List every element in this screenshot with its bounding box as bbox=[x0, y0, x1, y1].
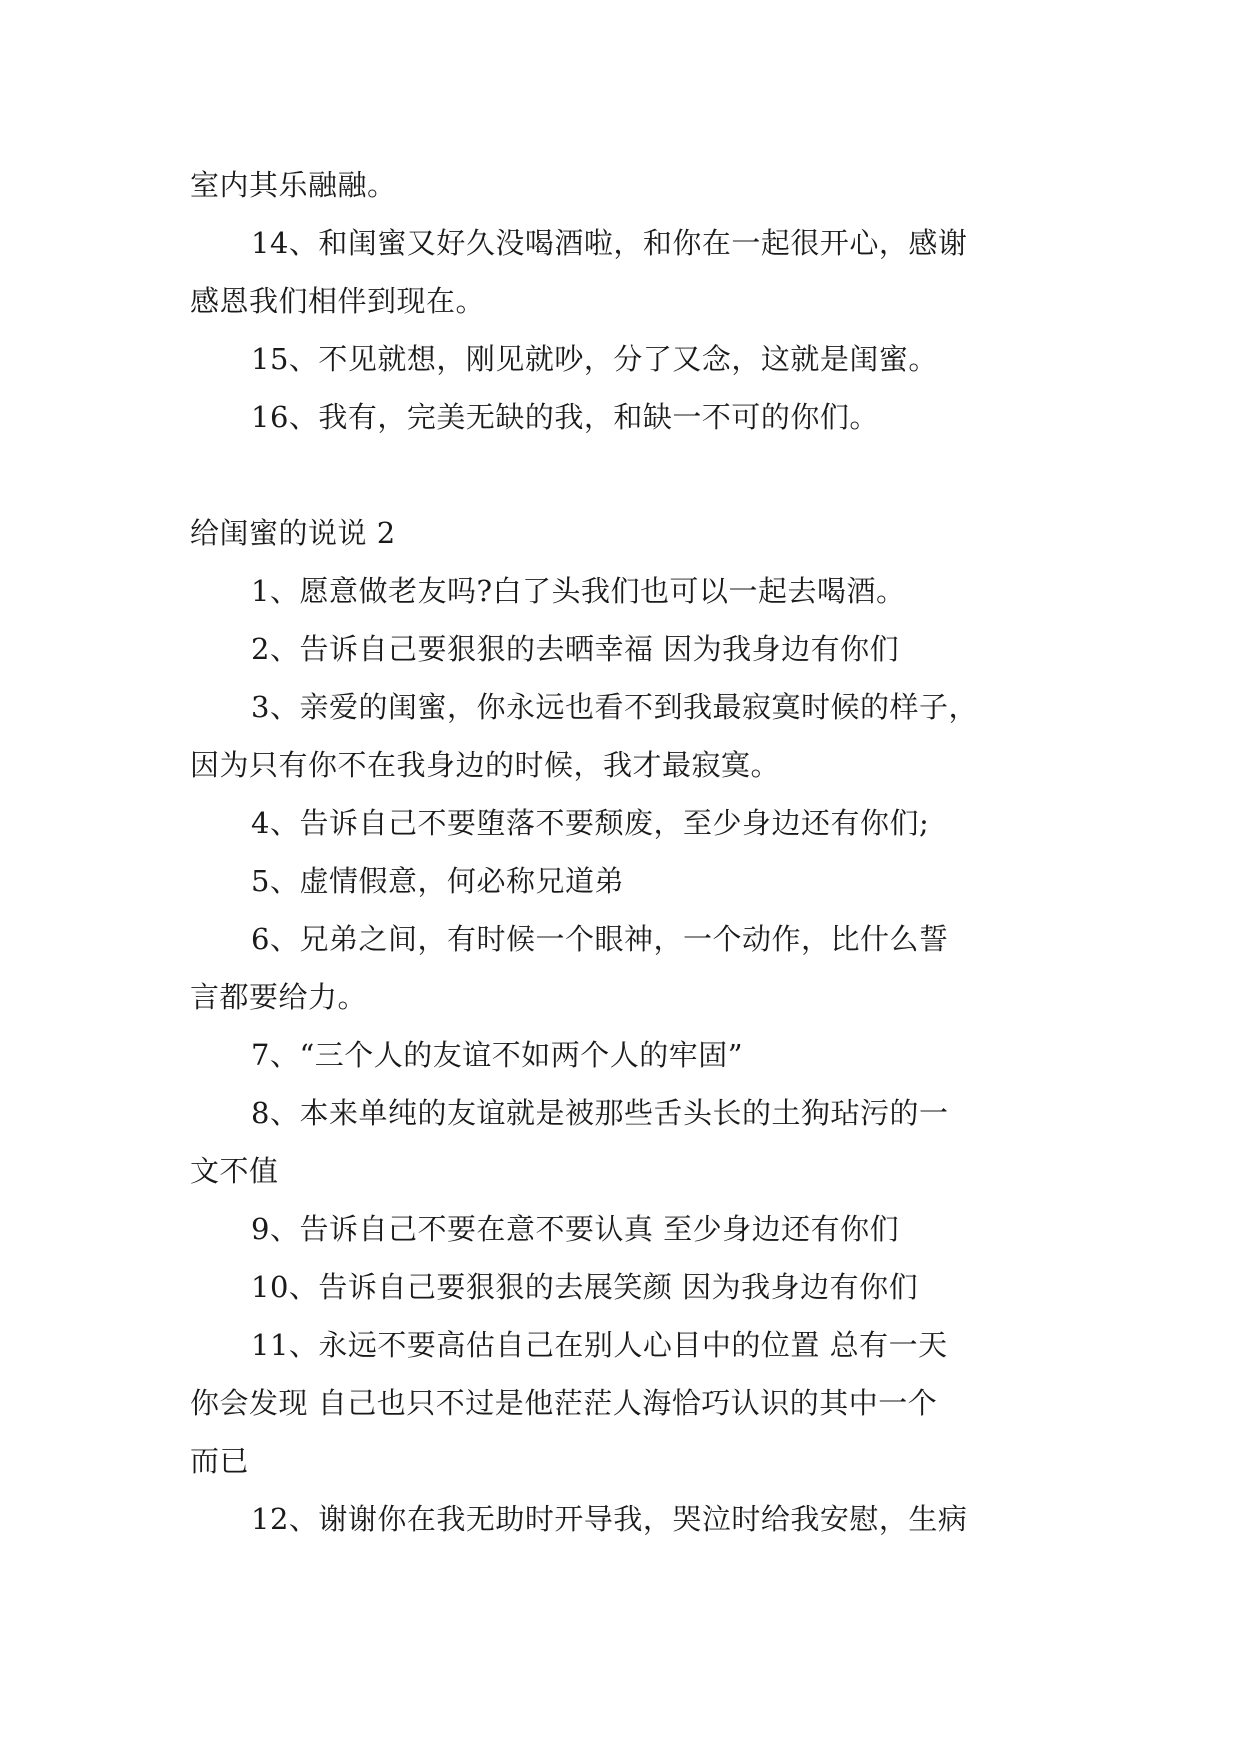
body-line: 9、告诉自己不要在意不要认真 至少身边还有你们 bbox=[251, 1212, 900, 1246]
body-line: 10、告诉自己要狠狠的去展笑颜 因为我身边有你们 bbox=[251, 1270, 919, 1304]
body-line: 7、“三个人的友谊不如两个人的牢固” bbox=[251, 1038, 744, 1072]
body-line: 感恩我们相伴到现在。 bbox=[190, 284, 486, 318]
body-line: 3、亲爱的闺蜜，你永远也看不到我最寂寞时候的样子， bbox=[251, 690, 978, 724]
body-line: 4、告诉自己不要堕落不要颓废，至少身边还有你们; bbox=[251, 806, 930, 840]
body-line: 室内其乐融融。 bbox=[190, 168, 397, 202]
body-line: 11、永远不要高估自己在别人心目中的位置 总有一天 bbox=[251, 1328, 948, 1362]
body-line: 言都要给力。 bbox=[190, 980, 368, 1014]
body-line: 14、和闺蜜又好久没喝酒啦，和你在一起很开心，感谢 bbox=[251, 226, 968, 260]
document-body bbox=[190, 156, 1052, 1548]
body-line: 5、虚情假意，何必称兄道弟 bbox=[251, 864, 624, 898]
body-line: 6、兄弟之间，有时候一个眼神，一个动作，比什么誓 bbox=[251, 922, 949, 956]
body-line: 15、不见就想，刚见就吵，分了又念，这就是闺蜜。 bbox=[251, 342, 938, 376]
body-line: 1、愿意做老友吗?白了头我们也可以一起去喝酒。 bbox=[251, 574, 906, 608]
body-line: 文不值 bbox=[190, 1154, 279, 1188]
body-line: 8、本来单纯的友谊就是被那些舌头长的土狗玷污的一 bbox=[251, 1096, 949, 1130]
body-line: 16、我有，完美无缺的我，和缺一不可的你们。 bbox=[251, 400, 879, 434]
body-line: 而已 bbox=[190, 1444, 250, 1478]
body-line: 2、告诉自己要狠狠的去晒幸福 因为我身边有你们 bbox=[251, 632, 900, 666]
body-line: 12、谢谢你在我无助时开导我，哭泣时给我安慰，生病 bbox=[251, 1502, 968, 1536]
body-line: 因为只有你不在我身边的时候，我才最寂寞。 bbox=[190, 748, 781, 782]
section-title: 给闺蜜的说说 2 bbox=[190, 516, 396, 550]
body-line: 你会发现 自己也只不过是他茫茫人海恰巧认识的其中一个 bbox=[190, 1386, 938, 1420]
section-spacer bbox=[190, 446, 1052, 504]
